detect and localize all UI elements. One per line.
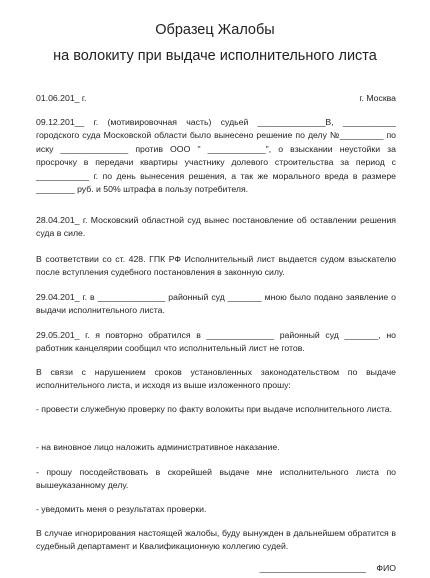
document-subtitle: на волокиту при выдаче исполнительного листа — [53, 48, 377, 64]
paragraph-decision: 09.12.201__ г. (мотивировочная часть) судьей ______________В, ___________ городского суда Московской области было вынесено решение по делу №_________ по иску ______________ против ООО " ____________", о взыскании неустойки за просрочку в передачи квартиры участнику долевого строительства за период с ___________ г. по день вынесения решения, а так же морального вреда в размере ________ руб. и 50% штрафа в пользу потребителя. — [36, 117, 396, 195]
paragraph-closing: В случае игнорирования настоящей жалобы, буду вынужден в дальнейшем обратится в судебный департамент и Квалификационную коллегию судей. — [36, 528, 396, 552]
date-line — [36, 92, 396, 105]
document-city: г. Москва — [359, 93, 396, 103]
request-item: - провести служебную проверку по факту волокиты при выдаче исполнительного листа. — [36, 404, 393, 414]
signature-blank: ______________________ — [259, 563, 366, 573]
paragraph-request-intro: В связи с нарушением сроков установленных законодательством по выдаче исполнительного листа, и исходя из выше изложенного прошу: — [36, 367, 396, 391]
signature-label: ФИО — [376, 563, 396, 573]
signature-line — [36, 562, 396, 575]
paragraph-repeat-request: 29.05.201_ г. я повторно обратился в ______________ районный суд _______, но работник канцелярии сообщил что исполнительный лист не готов. — [36, 330, 396, 354]
document-title: Образец Жалобы — [155, 22, 275, 38]
paragraph-application: 29.04.201_ г. в ______________ районный суд _______ мною было подано заявление о выдачи исполнительного листа. — [36, 292, 396, 316]
request-item: - уведомить меня о результатах проверки. — [36, 504, 207, 514]
document-date: 01.06.201_ г. — [36, 93, 87, 103]
paragraph-appeal: 28.04.201_ г. Московский областной суд вынес постановление об оставлении решения суда в силе. — [36, 215, 396, 239]
paragraph-law-reference: В соответствии со ст. 428. ГПК РФ Исполнительный лист выдается судом взыскателю после вступления судебного постановления в законную силу. — [36, 254, 396, 278]
request-item: - прошу посодействовать в скорейшей выдаче мне исполнительного листа по вышеуказанному делу. — [36, 467, 396, 491]
request-item: - на виновное лицо наложить административное наказание. — [36, 442, 280, 452]
